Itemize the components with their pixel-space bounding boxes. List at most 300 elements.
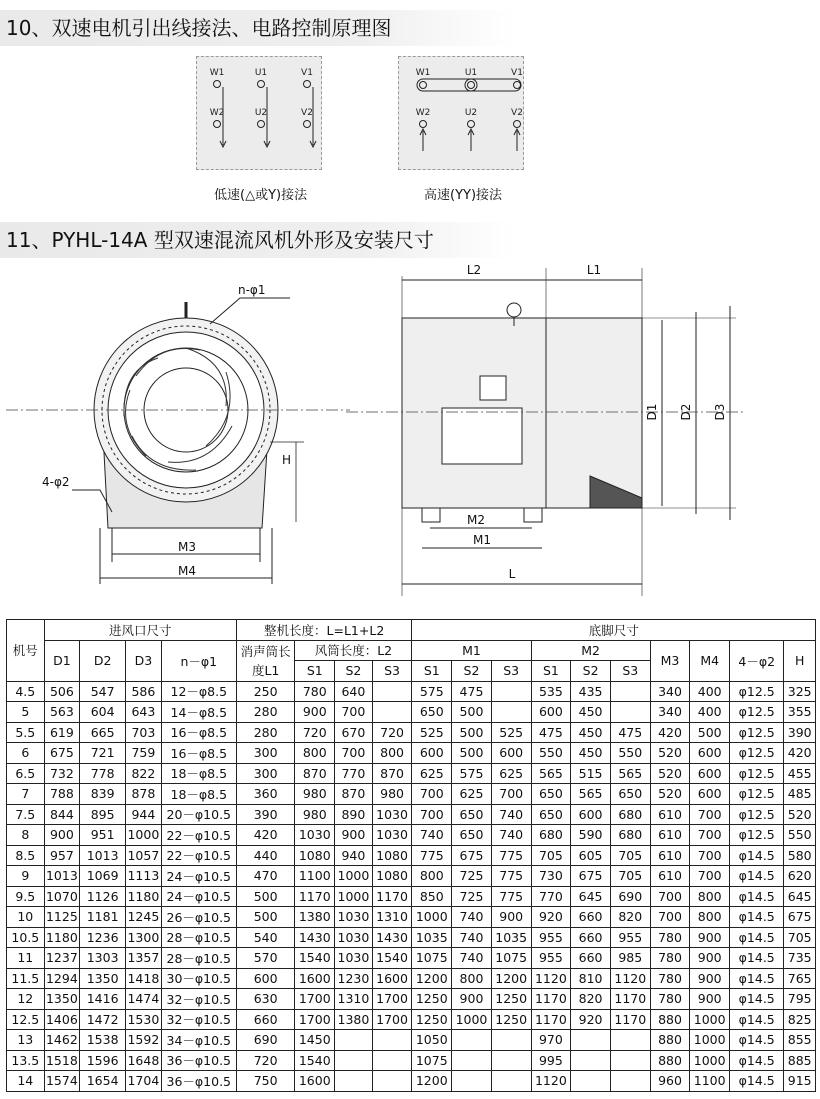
table-cell bbox=[610, 702, 650, 723]
table-cell: 420 bbox=[650, 722, 690, 743]
low-speed-caption: 低速(△或Y)接法 bbox=[214, 188, 308, 203]
d2-label: D2 bbox=[679, 403, 693, 421]
m2-label: M2 bbox=[467, 513, 485, 527]
table-cell: 1000 bbox=[690, 1009, 730, 1030]
table-cell: 1035 bbox=[412, 927, 452, 948]
header-h: H bbox=[784, 640, 816, 681]
table-cell: 586 bbox=[126, 681, 162, 702]
table-cell: φ14.5 bbox=[730, 968, 784, 989]
table-cell bbox=[372, 1030, 412, 1051]
table-cell: 900 bbox=[690, 968, 730, 989]
table-cell: 855 bbox=[784, 1030, 816, 1051]
table-cell: 565 bbox=[531, 763, 571, 784]
table-cell: 700 bbox=[412, 784, 452, 805]
table-cell: 825 bbox=[784, 1009, 816, 1030]
table-cell bbox=[372, 702, 412, 723]
table-cell: 740 bbox=[491, 825, 531, 846]
table-cell: 955 bbox=[531, 927, 571, 948]
table-cell: 1648 bbox=[126, 1050, 162, 1071]
header-model: 机号 bbox=[7, 620, 45, 682]
table-cell: 1180 bbox=[44, 927, 80, 948]
table-cell: 1600 bbox=[372, 968, 412, 989]
header-s1: S1 bbox=[531, 661, 571, 682]
dimension-table-container bbox=[6, 619, 816, 1092]
table-cell: 1170 bbox=[372, 886, 412, 907]
table-row bbox=[7, 743, 816, 764]
table-cell: 26－φ10.5 bbox=[161, 907, 236, 928]
table-cell: 1350 bbox=[80, 968, 126, 989]
table-cell: 36－φ10.5 bbox=[161, 1071, 236, 1092]
header-n-phi1: n－φ1 bbox=[161, 640, 236, 681]
table-cell: 500 bbox=[690, 722, 730, 743]
table-cell: 550 bbox=[531, 743, 571, 764]
table-cell bbox=[610, 1071, 650, 1092]
table-cell: 1416 bbox=[80, 989, 126, 1010]
table-cell: 32－φ10.5 bbox=[161, 1009, 236, 1030]
table-cell: 355 bbox=[784, 702, 816, 723]
table-cell: φ14.5 bbox=[730, 1071, 784, 1092]
table-cell: 520 bbox=[784, 804, 816, 825]
table-cell: 20－φ10.5 bbox=[161, 804, 236, 825]
table-row bbox=[7, 1050, 816, 1071]
table-cell: 24－φ10.5 bbox=[161, 886, 236, 907]
table-cell: 645 bbox=[571, 886, 611, 907]
table-cell: 690 bbox=[236, 1030, 295, 1051]
table-cell: φ12.5 bbox=[730, 722, 784, 743]
table-cell: 800 bbox=[690, 886, 730, 907]
table-cell: 604 bbox=[80, 702, 126, 723]
table-cell: 11.5 bbox=[7, 968, 45, 989]
table-cell: 880 bbox=[650, 1009, 690, 1030]
table-cell: 878 bbox=[126, 784, 162, 805]
table-cell: 1181 bbox=[80, 907, 126, 928]
table-row bbox=[7, 702, 816, 723]
table-cell bbox=[452, 1050, 492, 1071]
table-cell: 1300 bbox=[126, 927, 162, 948]
table-cell: 1250 bbox=[412, 1009, 452, 1030]
table-cell: φ14.5 bbox=[730, 927, 784, 948]
table-cell: 1170 bbox=[610, 989, 650, 1010]
table-row bbox=[7, 763, 816, 784]
table-cell: 340 bbox=[650, 681, 690, 702]
table-cell: 640 bbox=[335, 681, 373, 702]
table-cell: 455 bbox=[784, 763, 816, 784]
table-cell: 325 bbox=[784, 681, 816, 702]
header-s1: S1 bbox=[412, 661, 452, 682]
table-cell: 1472 bbox=[80, 1009, 126, 1030]
terminal-label: W2 bbox=[415, 108, 431, 118]
table-cell: 800 bbox=[295, 743, 335, 764]
table-cell: 600 bbox=[531, 702, 571, 723]
table-cell: 1540 bbox=[372, 948, 412, 969]
table-row bbox=[7, 845, 816, 866]
table-cell: 750 bbox=[236, 1071, 295, 1092]
table-cell: 870 bbox=[335, 784, 373, 805]
table-cell: 5.5 bbox=[7, 722, 45, 743]
table-cell: 1180 bbox=[126, 886, 162, 907]
header-d3: D3 bbox=[126, 640, 162, 681]
table-cell: 660 bbox=[571, 907, 611, 928]
table-cell: 700 bbox=[650, 886, 690, 907]
table-cell: 450 bbox=[571, 702, 611, 723]
table-cell: 680 bbox=[610, 804, 650, 825]
table-cell: 540 bbox=[236, 927, 295, 948]
table-cell: 955 bbox=[531, 948, 571, 969]
table-cell: 850 bbox=[412, 886, 452, 907]
table-cell bbox=[610, 1050, 650, 1071]
table-cell: 780 bbox=[650, 968, 690, 989]
table-cell: 800 bbox=[412, 866, 452, 887]
table-cell: 1310 bbox=[335, 989, 373, 1010]
m3-label: M3 bbox=[178, 540, 196, 554]
table-cell bbox=[335, 1071, 373, 1092]
table-cell: 780 bbox=[650, 927, 690, 948]
terminal-label: V2 bbox=[511, 108, 523, 118]
table-cell: 759 bbox=[126, 743, 162, 764]
table-cell: 1430 bbox=[372, 927, 412, 948]
table-cell: 515 bbox=[571, 763, 611, 784]
low-speed-wiring-diagram bbox=[196, 56, 322, 170]
table-cell: 700 bbox=[690, 804, 730, 825]
table-cell: 390 bbox=[236, 804, 295, 825]
table-cell bbox=[372, 1050, 412, 1071]
table-cell: 14 bbox=[7, 1071, 45, 1092]
table-cell: 28－φ10.5 bbox=[161, 927, 236, 948]
table-cell: 895 bbox=[80, 804, 126, 825]
table-cell: 880 bbox=[650, 1050, 690, 1071]
m4-label: M4 bbox=[178, 564, 196, 578]
header-s2: S2 bbox=[335, 661, 373, 682]
table-cell: 944 bbox=[126, 804, 162, 825]
dimension-table bbox=[6, 619, 816, 1092]
table-cell: 14－φ8.5 bbox=[161, 702, 236, 723]
table-cell: 475 bbox=[531, 722, 571, 743]
table-cell: φ14.5 bbox=[730, 1009, 784, 1030]
table-cell: 660 bbox=[571, 927, 611, 948]
table-cell: 550 bbox=[784, 825, 816, 846]
table-cell: 1170 bbox=[610, 1009, 650, 1030]
table-cell: 1406 bbox=[44, 1009, 80, 1030]
table-row bbox=[7, 1009, 816, 1030]
table-cell: 400 bbox=[690, 681, 730, 702]
terminal-label: V2 bbox=[301, 108, 313, 118]
table-cell: 32－φ10.5 bbox=[161, 989, 236, 1010]
table-cell: 970 bbox=[531, 1030, 571, 1051]
table-cell: 9.5 bbox=[7, 886, 45, 907]
terminal-label: V1 bbox=[301, 68, 313, 78]
table-cell: 34－φ10.5 bbox=[161, 1030, 236, 1051]
table-cell: φ12.5 bbox=[730, 743, 784, 764]
table-cell: φ14.5 bbox=[730, 907, 784, 928]
table-cell: 300 bbox=[236, 763, 295, 784]
table-row bbox=[7, 927, 816, 948]
table-cell: 420 bbox=[236, 825, 295, 846]
table-cell: 600 bbox=[236, 968, 295, 989]
table-cell: 675 bbox=[452, 845, 492, 866]
table-cell: 645 bbox=[784, 886, 816, 907]
table-cell bbox=[335, 1030, 373, 1051]
header-s1: S1 bbox=[295, 661, 335, 682]
table-cell: 1000 bbox=[690, 1030, 730, 1051]
table-cell: 610 bbox=[650, 804, 690, 825]
table-cell: 18－φ8.5 bbox=[161, 784, 236, 805]
table-cell: 10.5 bbox=[7, 927, 45, 948]
table-cell: 1100 bbox=[690, 1071, 730, 1092]
table-cell: 1080 bbox=[372, 845, 412, 866]
table-cell: 1600 bbox=[295, 968, 335, 989]
table-cell: φ14.5 bbox=[730, 1030, 784, 1051]
table-cell: 8.5 bbox=[7, 845, 45, 866]
table-cell: 870 bbox=[372, 763, 412, 784]
h-dimension-label: H bbox=[282, 453, 292, 467]
table-cell: φ12.5 bbox=[730, 681, 784, 702]
table-cell: 920 bbox=[531, 907, 571, 928]
table-cell: 660 bbox=[571, 948, 611, 969]
table-cell: 900 bbox=[295, 702, 335, 723]
table-cell: φ14.5 bbox=[730, 866, 784, 887]
table-cell: 1000 bbox=[335, 886, 373, 907]
table-cell: 470 bbox=[236, 866, 295, 887]
table-cell: 8 bbox=[7, 825, 45, 846]
table-cell: 800 bbox=[452, 968, 492, 989]
table-cell: 1540 bbox=[295, 948, 335, 969]
table-row bbox=[7, 948, 816, 969]
table-cell: 810 bbox=[571, 968, 611, 989]
table-cell: 485 bbox=[784, 784, 816, 805]
table-cell: 1100 bbox=[295, 866, 335, 887]
table-cell: 16－φ8.5 bbox=[161, 722, 236, 743]
table-cell: 520 bbox=[650, 784, 690, 805]
table-cell: 1120 bbox=[531, 1071, 571, 1092]
table-cell: 1170 bbox=[531, 1009, 571, 1030]
table-cell: 1126 bbox=[80, 886, 126, 907]
table-cell: 13 bbox=[7, 1030, 45, 1051]
table-cell: 721 bbox=[80, 743, 126, 764]
table-cell: 1030 bbox=[335, 927, 373, 948]
table-cell: 980 bbox=[372, 784, 412, 805]
table-cell: 725 bbox=[452, 886, 492, 907]
table-cell: 360 bbox=[236, 784, 295, 805]
table-cell: 951 bbox=[80, 825, 126, 846]
table-cell: 1000 bbox=[412, 907, 452, 928]
table-cell: 705 bbox=[610, 866, 650, 887]
table-cell: 675 bbox=[571, 866, 611, 887]
table-cell: 700 bbox=[690, 825, 730, 846]
table-cell: 650 bbox=[412, 702, 452, 723]
table-cell: 700 bbox=[412, 804, 452, 825]
table-cell: 630 bbox=[236, 989, 295, 1010]
table-cell: 700 bbox=[491, 784, 531, 805]
table-cell: 1050 bbox=[412, 1030, 452, 1051]
header-s3: S3 bbox=[372, 661, 412, 682]
table-cell: 506 bbox=[44, 681, 80, 702]
header-m4: M4 bbox=[690, 640, 730, 681]
table-cell: 610 bbox=[650, 866, 690, 887]
table-cell: 1600 bbox=[295, 1071, 335, 1092]
table-cell: 520 bbox=[650, 743, 690, 764]
terminal-label: U1 bbox=[464, 68, 478, 78]
table-cell: φ12.5 bbox=[730, 763, 784, 784]
table-cell: 705 bbox=[531, 845, 571, 866]
table-row bbox=[7, 907, 816, 928]
table-cell: 6.5 bbox=[7, 763, 45, 784]
table-row bbox=[7, 1071, 816, 1092]
table-cell: 525 bbox=[491, 722, 531, 743]
table-cell: 580 bbox=[784, 845, 816, 866]
header-l2: 风筒长度：L2 bbox=[295, 640, 412, 661]
table-cell: 1030 bbox=[372, 804, 412, 825]
terminal-label: U2 bbox=[254, 108, 268, 118]
table-cell: 1113 bbox=[126, 866, 162, 887]
table-cell: 1418 bbox=[126, 968, 162, 989]
table-cell: 1700 bbox=[295, 1009, 335, 1030]
section-11-title: 11、PYHL-14A 型双速混流风机外形及安装尺寸 bbox=[0, 222, 515, 258]
table-cell: 1120 bbox=[610, 968, 650, 989]
header-l1: 消声筒长度L1 bbox=[236, 640, 295, 681]
table-cell: 795 bbox=[784, 989, 816, 1010]
l2-label: L2 bbox=[466, 263, 482, 277]
table-cell: 1700 bbox=[372, 1009, 412, 1030]
holes-top-label: n-φ1 bbox=[238, 283, 266, 297]
table-row bbox=[7, 968, 816, 989]
table-cell: 30－φ10.5 bbox=[161, 968, 236, 989]
table-row bbox=[7, 825, 816, 846]
table-cell: 500 bbox=[452, 743, 492, 764]
table-row bbox=[7, 866, 816, 887]
table-cell bbox=[571, 1030, 611, 1051]
header-4-phi2: 4－φ2 bbox=[730, 640, 784, 681]
table-cell: 28－φ10.5 bbox=[161, 948, 236, 969]
d1-label: D1 bbox=[645, 403, 659, 421]
table-cell: 740 bbox=[412, 825, 452, 846]
table-cell: 980 bbox=[295, 784, 335, 805]
table-cell: 1125 bbox=[44, 907, 80, 928]
table-cell: 780 bbox=[650, 948, 690, 969]
table-cell: 610 bbox=[650, 825, 690, 846]
table-cell: 535 bbox=[531, 681, 571, 702]
table-cell: 900 bbox=[335, 825, 373, 846]
table-cell: 955 bbox=[610, 927, 650, 948]
table-cell bbox=[491, 1050, 531, 1071]
table-row bbox=[7, 722, 816, 743]
table-row bbox=[7, 681, 816, 702]
table-cell: φ14.5 bbox=[730, 845, 784, 866]
table-cell: 940 bbox=[335, 845, 373, 866]
table-cell: 1592 bbox=[126, 1030, 162, 1051]
table-cell: φ14.5 bbox=[730, 989, 784, 1010]
holes-base-label: 4-φ2 bbox=[42, 475, 70, 489]
table-cell: 915 bbox=[784, 1071, 816, 1092]
table-cell bbox=[335, 1050, 373, 1071]
table-cell: 1080 bbox=[372, 866, 412, 887]
table-cell: 475 bbox=[610, 722, 650, 743]
table-cell: 390 bbox=[784, 722, 816, 743]
table-cell: 1030 bbox=[335, 948, 373, 969]
table-cell: 1070 bbox=[44, 886, 80, 907]
table-cell: 1596 bbox=[80, 1050, 126, 1071]
table-cell: 1200 bbox=[412, 1071, 452, 1092]
table-cell: 625 bbox=[412, 763, 452, 784]
table-cell: 780 bbox=[650, 989, 690, 1010]
table-cell: 619 bbox=[44, 722, 80, 743]
table-cell: 12－φ8.5 bbox=[161, 681, 236, 702]
table-cell: 1350 bbox=[44, 989, 80, 1010]
table-cell: 500 bbox=[236, 907, 295, 928]
table-cell: 995 bbox=[531, 1050, 571, 1071]
table-cell: 900 bbox=[452, 989, 492, 1010]
header-s2: S2 bbox=[452, 661, 492, 682]
table-cell: φ14.5 bbox=[730, 948, 784, 969]
table-cell: 732 bbox=[44, 763, 80, 784]
table-cell: 720 bbox=[372, 722, 412, 743]
table-cell: 740 bbox=[452, 907, 492, 928]
header-total-length: 整机长度：L=L1+L2 bbox=[236, 620, 412, 641]
table-cell: 600 bbox=[690, 784, 730, 805]
table-cell: 547 bbox=[80, 681, 126, 702]
table-cell: 1236 bbox=[80, 927, 126, 948]
header-d2: D2 bbox=[80, 640, 126, 681]
table-row bbox=[7, 989, 816, 1010]
table-cell: 765 bbox=[784, 968, 816, 989]
table-cell: 1000 bbox=[126, 825, 162, 846]
table-cell: 890 bbox=[335, 804, 373, 825]
header-s3: S3 bbox=[610, 661, 650, 682]
table-cell: 1700 bbox=[372, 989, 412, 1010]
table-cell bbox=[491, 681, 531, 702]
table-cell: 800 bbox=[690, 907, 730, 928]
table-cell bbox=[491, 1030, 531, 1051]
table-cell: 800 bbox=[372, 743, 412, 764]
table-cell: 340 bbox=[650, 702, 690, 723]
table-cell: 550 bbox=[610, 743, 650, 764]
table-cell: 650 bbox=[531, 784, 571, 805]
table-cell: 680 bbox=[610, 825, 650, 846]
table-cell: φ14.5 bbox=[730, 1050, 784, 1071]
table-cell: 740 bbox=[452, 948, 492, 969]
table-cell: 1200 bbox=[491, 968, 531, 989]
table-cell: 680 bbox=[531, 825, 571, 846]
table-cell: 280 bbox=[236, 722, 295, 743]
table-cell: 1310 bbox=[372, 907, 412, 928]
table-cell: φ12.5 bbox=[730, 804, 784, 825]
fan-front-view-drawing bbox=[0, 266, 360, 596]
table-cell: 870 bbox=[295, 763, 335, 784]
table-cell: 703 bbox=[126, 722, 162, 743]
table-cell: 1000 bbox=[452, 1009, 492, 1030]
table-cell: 643 bbox=[126, 702, 162, 723]
table-cell: 1250 bbox=[491, 1009, 531, 1030]
table-cell: 844 bbox=[44, 804, 80, 825]
table-cell: 600 bbox=[690, 743, 730, 764]
table-cell: 1303 bbox=[80, 948, 126, 969]
table-cell: 839 bbox=[80, 784, 126, 805]
table-cell: 600 bbox=[412, 743, 452, 764]
table-cell: 1000 bbox=[690, 1050, 730, 1071]
header-d1: D1 bbox=[44, 640, 80, 681]
table-cell: 22－φ10.5 bbox=[161, 825, 236, 846]
table-cell: 822 bbox=[126, 763, 162, 784]
table-cell: 820 bbox=[571, 989, 611, 1010]
table-cell: 1030 bbox=[372, 825, 412, 846]
table-cell: 13.5 bbox=[7, 1050, 45, 1071]
table-cell: 700 bbox=[335, 702, 373, 723]
table-cell: 1000 bbox=[335, 866, 373, 887]
table-cell: 250 bbox=[236, 681, 295, 702]
table-cell: 900 bbox=[491, 907, 531, 928]
table-cell: 450 bbox=[571, 722, 611, 743]
table-cell bbox=[571, 1071, 611, 1092]
table-cell: 650 bbox=[531, 804, 571, 825]
